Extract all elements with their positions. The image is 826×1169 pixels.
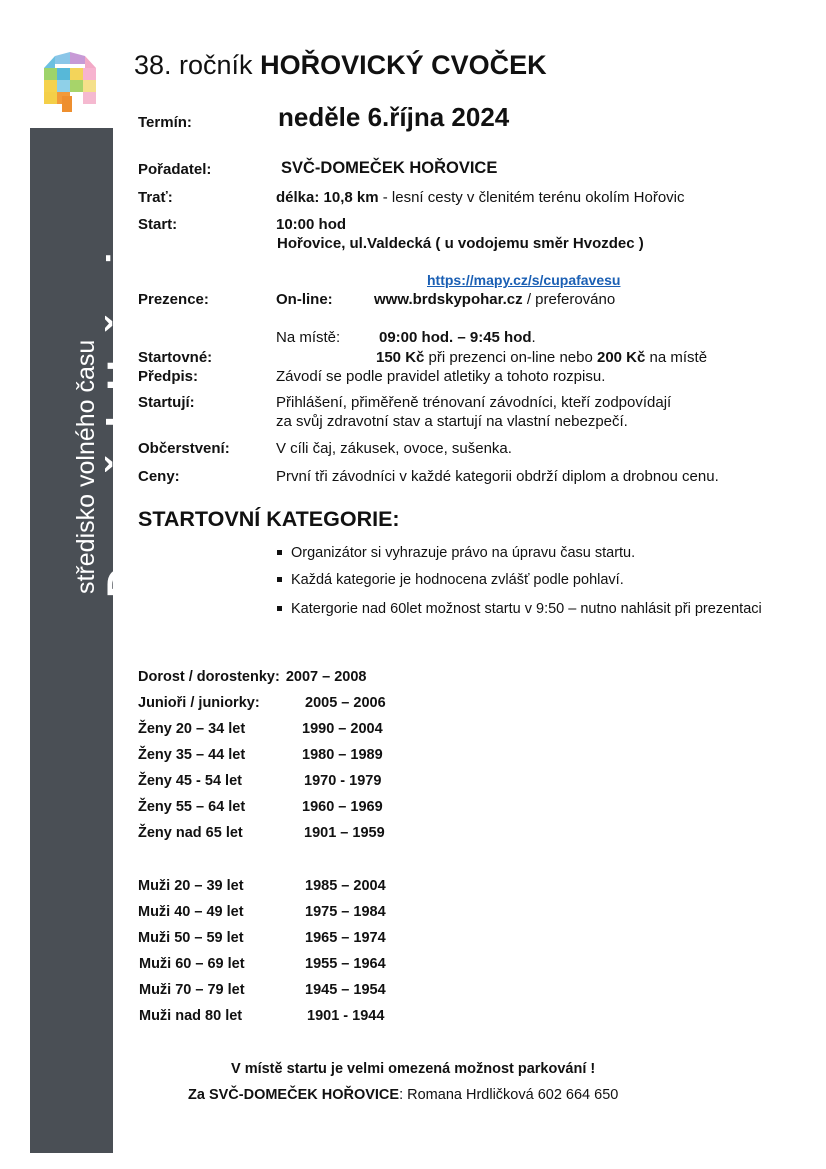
namiste-time: 09:00 hod. – 9:45 hod — [379, 329, 532, 346]
start-label: Start: — [138, 216, 178, 233]
table-row: Muži 70 – 79 let — [139, 982, 245, 998]
parking-notice: V místě startu je velmi omezená možnost parkování ! — [231, 1061, 596, 1077]
category-years: 1970 - 1979 — [304, 773, 382, 789]
predpis-value: Závodí se podle pravidel atletiky a tohoto rozpisu. — [276, 368, 606, 385]
bullet-square-icon — [277, 577, 282, 582]
startuji-label: Startují: — [138, 394, 195, 411]
bullet-text: Organizátor si vyhrazuje právo na úpravu času startu. — [291, 545, 636, 561]
namiste-dot: . — [531, 329, 536, 346]
fee-onsite: 200 Kč — [596, 349, 646, 366]
table-row: Muži 20 – 39 let — [138, 878, 244, 894]
start-place: Hořovice, ul.Valdecká ( u vodojemu směr Hvozdec ) — [277, 235, 644, 252]
registration-site-link[interactable]: www.brdskypohar.cz — [374, 291, 523, 308]
category-name: Junioři / juniorky: — [138, 695, 260, 711]
online-note: / preferováno — [522, 291, 616, 308]
category-years: 1901 – 1959 — [304, 825, 385, 841]
category-years: 2005 – 2006 — [305, 695, 386, 711]
category-years: 1960 – 1969 — [302, 799, 383, 815]
namiste-label: Na místě: — [276, 329, 341, 346]
category-years: 1990 – 2004 — [302, 721, 383, 737]
list-item — [277, 570, 779, 590]
obcerstveni-label: Občerstvení: — [138, 440, 230, 457]
categories-heading: STARTOVNÍ KATEGORIE: — [138, 507, 400, 531]
startovne-label: Startovné: — [138, 349, 213, 366]
list-item — [277, 543, 779, 563]
poradatel-label: Pořadatel: — [138, 161, 212, 178]
trat-label: Trať: — [138, 189, 173, 206]
category-name: Dorost / dorostenky: — [138, 669, 280, 685]
map-link[interactable]: https://mapy.cz/s/cupafavesu — [427, 272, 621, 288]
table-row: Ženy 35 – 44 let — [138, 747, 246, 763]
bullet-text: Katergorie nad 60let možnost startu v 9:50 – nutno nahlásit při prezentaci — [291, 601, 762, 617]
category-years: 1975 – 1984 — [305, 904, 386, 920]
startuji-line-1: Přihlášení, přiměřeně trénovaní závodníci, kteří zodpovídají — [276, 394, 672, 411]
bullet-square-icon — [277, 606, 282, 611]
start-time: 10:00 hod — [276, 216, 347, 233]
category-years: 1980 – 1989 — [302, 747, 383, 763]
obcerstveni-value: V cíli čaj, zákusek, ovoce, sušenka. — [276, 440, 512, 457]
trat-description: - lesní cesty v členitém terénu okolím Hořovic — [378, 189, 685, 206]
termin-label: Termín: — [138, 114, 192, 131]
edition-label: 38. ročník — [134, 50, 253, 80]
contact-person: : Romana Hrdličková 602 664 650 — [399, 1087, 619, 1103]
prezence-label: Prezence: — [138, 291, 209, 308]
ceny-value: První tři závodníci v každé kategorii obdrží diplom a drobnou cenu. — [276, 468, 719, 485]
category-years: 1955 – 1964 — [305, 956, 386, 972]
category-years: 1901 - 1944 — [307, 1008, 385, 1024]
contact-organization: Za SVČ-DOMEČEK HOŘOVICE — [188, 1087, 400, 1103]
category-years: 2007 – 2008 — [285, 669, 367, 685]
bullet-square-icon — [277, 550, 282, 555]
list-item — [277, 599, 779, 619]
bullet-text: Každá kategorie je hodnocena zvlášť podle pohlaví. — [291, 572, 624, 588]
table-row: Ženy nad 65 let — [138, 825, 243, 841]
fee-online: 150 Kč — [376, 349, 425, 366]
race-date: neděle 6.října 2024 — [278, 102, 510, 132]
online-label: On-line: — [276, 291, 333, 308]
trat-value — [276, 189, 685, 206]
fee-mid: při prezenci on-line nebo — [424, 349, 597, 366]
startuji-line-2: za svůj zdravotní stav a startují na vlastní nebezpečí. — [276, 413, 628, 430]
namiste-value — [379, 329, 536, 346]
page-title — [134, 50, 547, 81]
table-row: Ženy 20 – 34 let — [138, 721, 246, 737]
startovne-value — [376, 349, 707, 366]
trat-length: délka: 10,8 km — [276, 189, 379, 206]
contact-line — [188, 1087, 618, 1103]
category-years: 1985 – 2004 — [305, 878, 386, 894]
category-years: 1965 – 1974 — [305, 930, 386, 946]
table-row: Ženy 45 - 54 let — [138, 773, 242, 789]
table-row: Ženy 55 – 64 let — [138, 799, 246, 815]
table-row — [138, 669, 366, 685]
ceny-label: Ceny: — [138, 468, 180, 485]
table-row: Muži 50 – 59 let — [138, 930, 244, 946]
poradatel-value: SVČ-DOMEČEK HOŘOVICE — [281, 159, 498, 177]
sidebar-big-text: Domeček Hořovice — [99, 202, 147, 598]
sidebar-vertical-text — [71, 203, 145, 598]
table-row: Muži 60 – 69 let — [139, 956, 245, 972]
table-row: Muži nad 80 let — [139, 1008, 243, 1024]
category-years: 1945 – 1954 — [305, 982, 386, 998]
domecek-logo-icon — [40, 52, 100, 112]
sidebar-small-text: středisko volného času — [72, 339, 100, 594]
table-row — [138, 695, 260, 711]
race-name: HOŘOVICKÝ CVOČEK — [260, 50, 547, 80]
fee-end: na místě — [645, 349, 708, 366]
predpis-label: Předpis: — [138, 368, 199, 385]
table-row: Muži 40 – 49 let — [138, 904, 244, 920]
online-registration — [374, 291, 615, 308]
